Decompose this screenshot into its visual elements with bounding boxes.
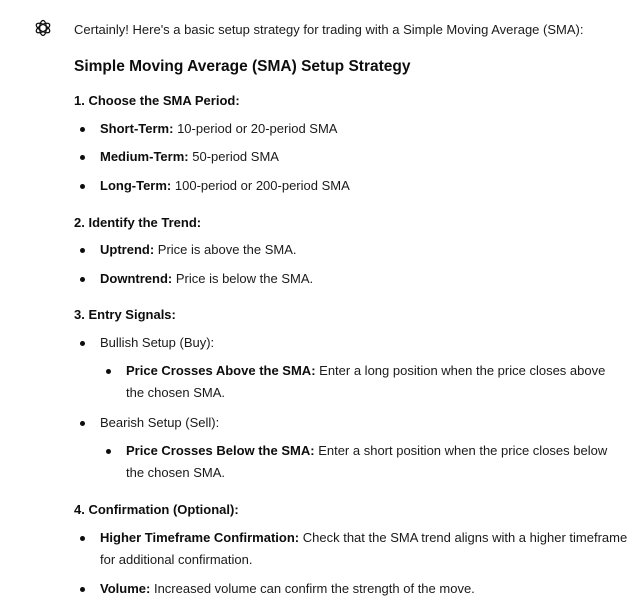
item-text: 10-period or 20-period SMA [177,121,338,136]
list-item [100,175,638,197]
item-label: Higher Timeframe Confirmation: [100,530,300,545]
list-item [100,527,638,571]
section-title: 4. Confirmation (Optional): [74,502,239,517]
item-text: Check that the SMA trend aligns with a higher timeframe for additional confirmation. [100,530,628,567]
item-label: Uptrend: [100,242,155,257]
sub-list-item [126,440,616,484]
item-text: Price is below the SMA. [175,271,314,286]
bullet-icon [80,184,85,189]
bullet-icon [80,587,85,592]
section-title: 2. Identify the Trend: [74,215,202,230]
list-item [100,118,638,140]
item-text: 50-period SMA [192,149,279,164]
item-label: Price Crosses Below the SMA: [126,443,315,458]
item-label: Long-Term: [100,178,172,193]
item-text: 100-period or 200-period SMA [174,178,350,193]
intro-text: Certainly! Here's a basic setup strategy for trading with a Simple Moving Average (SMA): [74,22,584,37]
item-label: Downtrend: [100,271,173,286]
item-label: Short-Term: [100,121,174,136]
item-label: Bullish Setup (Buy): [100,335,215,350]
chatgpt-logo-icon [33,18,53,38]
bullet-icon [106,369,111,374]
bullet-icon [80,341,85,346]
sub-list-item [126,360,616,404]
section-title: 3. Entry Signals: [74,307,176,322]
list-item [100,578,638,600]
list-item [100,268,638,290]
bullet-icon [80,536,85,541]
bullet-icon [80,421,85,426]
strategy-heading: Simple Moving Average (SMA) Setup Strategy [74,58,411,75]
bullet-icon [106,449,111,454]
item-text: Price is above the SMA. [157,242,297,257]
item-label: Medium-Term: [100,149,189,164]
item-text: Enter a short position when the price closes below the chosen SMA. [126,443,608,480]
item-label: Volume: [100,581,151,596]
bullet-icon [80,155,85,160]
list-item [100,332,638,354]
item-label: Price Crosses Above the SMA: [126,363,316,378]
item-text: Enter a long position when the price closes above the chosen SMA. [126,363,606,400]
list-item [100,146,638,168]
list-item [100,412,638,434]
item-label: Bearish Setup (Sell): [100,415,220,430]
bullet-icon [80,127,85,132]
item-text: Increased volume can confirm the strength of the move. [153,581,475,596]
section-title: 1. Choose the SMA Period: [74,93,240,108]
list-item [100,239,638,261]
bullet-icon [80,248,85,253]
bullet-icon [80,277,85,282]
